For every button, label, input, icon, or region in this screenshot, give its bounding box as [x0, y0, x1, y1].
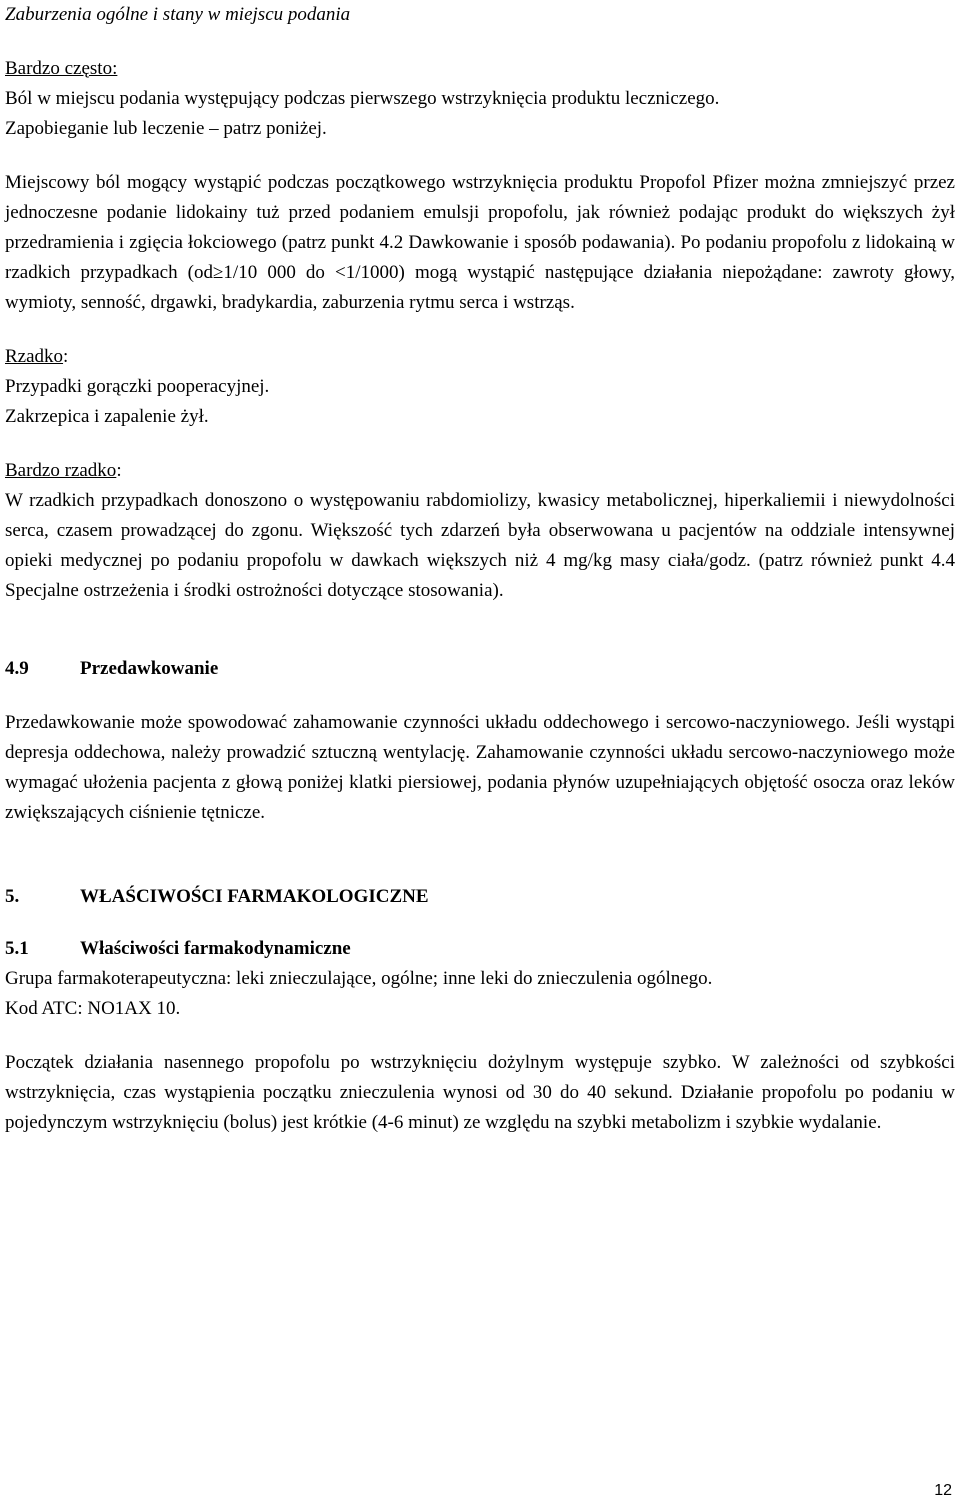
- atc-code: Kod ATC: NO1AX 10.: [5, 998, 181, 1019]
- page-number: 12: [934, 1482, 952, 1499]
- section-number: 5.: [5, 886, 20, 907]
- section-title: Przedawkowanie: [80, 658, 219, 679]
- pain-paragraph: Miejscowy ból mogący wystąpić podczas początkowego wstrzyknięcia produktu Propofol Pfizer można zmniejszyć przez jednoczesne podanie lidokainy tuż przed podaniem emulsji propofolu, jak również podając produkt do większych żył przedramienia i zgięcia łokciowego (patrz punkt 4.2 Dawkowanie i sposób podawania). Po podaniu propofolu z lidokainą w rzadkich przypadkach (od≥1/10 000 do <1/1000) mogą wystąpić następujące działania niepożądane: zawroty głowy, wymioty, senność, drgawki, bradykardia, zaburzenia rytmu serca i wstrząs.: [5, 172, 955, 313]
- very-rare-paragraph: W rzadkich przypadkach donoszono o występowaniu rabdomiolizy, kwasicy metabolicznej, hiperkaliemii i niewydolności serca, czasem prowadzącej do zgonu. Większość tych zdarzeń była obserwowana u pacjentów na oddziale intensywnej opieki medycznej po podaniu propofolu w dawkach większych niż 4 mg/kg masy ciała/godz. (patrz również punkt 4.4 Specjalne ostrzeżenia i środki ostrożności dotyczące stosowania).: [5, 490, 955, 601]
- frequency-label-very-common: [5, 54, 955, 84]
- colon: :: [63, 346, 69, 367]
- very-common-line-2: Zapobieganie lub leczenie – patrz poniżej.: [5, 118, 327, 139]
- onset-paragraph: Początek działania nasennego propofolu po wstrzyknięciu dożylnym występuje szybko. W zależności od szybkości wstrzyknięcia, czas wystąpienia początku znieczulenia wynosi od 30 do 40 sekund. Działanie propofolu po podaniu w pojedynczym wstrzyknięciu (bolus) jest krótkie (4-6 minut) ze względu na szybki metabolizm i szybkie wydalanie.: [5, 1052, 955, 1133]
- overdose-paragraph: Przedawkowanie może spowodować zahamowanie czynności układu oddechowego i sercowo-naczyniowego. Jeśli wystąpi depresja oddechowa, należy prowadzić sztuczną wentylację. Zahamowanie czynności układu sercowo-naczyniowego może wymagać ułożenia pacjenta z głową poniżej klatki piersiowej, podania płynów uzupełniających objętość osocza oraz leków zwiększających ciśnienie tętnicze.: [5, 712, 955, 823]
- rare-line-1: Przypadki gorączki pooperacyjnej.: [5, 376, 270, 397]
- section-heading-5-1: [5, 934, 955, 964]
- section-heading-general-disorders: Zaburzenia ogólne i stany w miejscu podania: [5, 4, 351, 25]
- colon: :: [116, 460, 122, 481]
- frequency-label-text: Rzadko: [5, 346, 64, 367]
- section-number: 4.9: [5, 658, 29, 679]
- frequency-label-text: Bardzo rzadko: [5, 460, 117, 481]
- section-heading-5: [5, 882, 955, 912]
- pharmacotherapeutic-group: Grupa farmakoterapeutyczna: leki znieczulające, ogólne; inne leki do znieczulenia ogólnego.: [5, 968, 713, 989]
- rare-line-2: Zakrzepica i zapalenie żył.: [5, 406, 209, 427]
- section-title: Właściwości farmakodynamiczne: [80, 938, 351, 959]
- very-common-line-1: Ból w miejscu podania występujący podczas pierwszego wstrzyknięcia produktu leczniczego.: [5, 88, 720, 109]
- frequency-label-text: Bardzo często:: [5, 58, 118, 79]
- section-title: WŁAŚCIWOŚCI FARMAKOLOGICZNE: [80, 886, 429, 907]
- section-number: 5.1: [5, 938, 29, 959]
- frequency-label-rare: [5, 342, 955, 372]
- document-page: [5, 0, 955, 1138]
- section-heading-4-9: [5, 654, 955, 684]
- frequency-label-very-rare: [5, 456, 955, 486]
